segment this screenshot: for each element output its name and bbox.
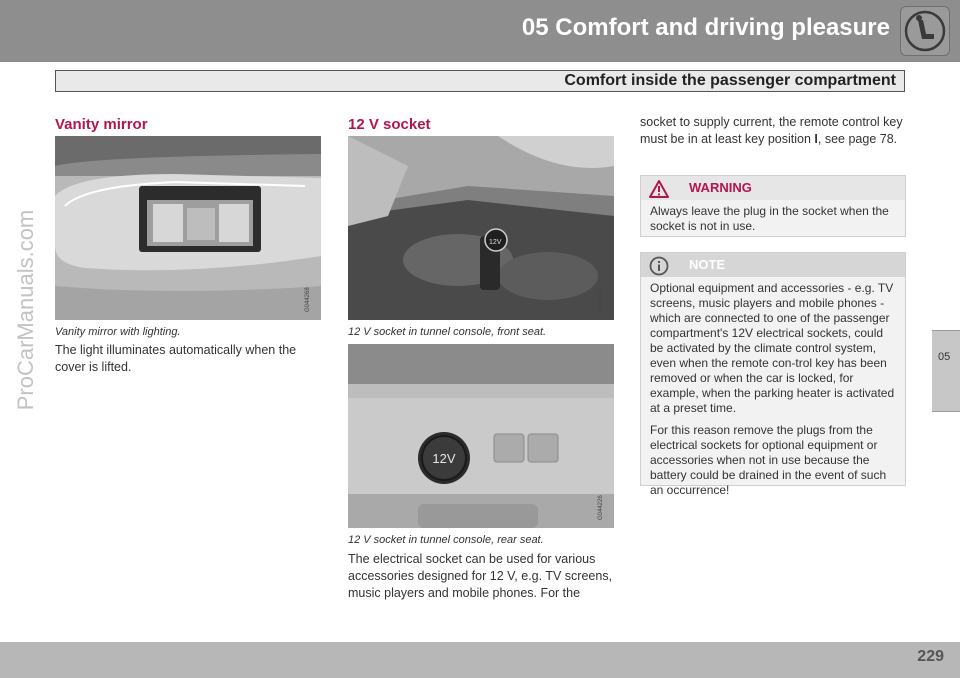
vanity-caption: Vanity mirror with lighting. (55, 326, 181, 338)
vanity-mirror-heading: Vanity mirror (55, 116, 148, 133)
vanity-body: The light illuminates automatically when the cover is lifted. (55, 343, 297, 374)
continuation-text-after: , see page 78. (817, 132, 898, 146)
front-socket-photo (348, 136, 614, 320)
note-paragraph-2: For this reason remove the plugs from the electrical sockets for optional equipment or accessories when not in use because the battery could be drained in the event of such an occurrence! (650, 423, 887, 497)
rear-socket-caption: 12 V socket in tunnel console, rear seat. (348, 534, 544, 546)
vanity-image-code: G044268 (305, 287, 311, 312)
section-header (55, 70, 905, 92)
continuation-text-before: socket to supply current, the remote control key must be in at least key position (640, 115, 903, 146)
warning-triangle-icon (649, 179, 669, 199)
note-text (641, 277, 905, 511)
note-label: NOTE (689, 257, 726, 272)
seat-icon (900, 6, 950, 56)
chapter-tab-label: 05 (938, 351, 951, 363)
rear-socket-image-code: G044226 (598, 495, 604, 520)
warning-box (640, 175, 906, 237)
watermark-text: ProCarManuals.com (13, 209, 38, 411)
chapter-tab (932, 330, 960, 412)
note-paragraph-1: Optional equipment and accessories - e.g. TV screens, music players and mobile phones - which are connected to one of the passenger compartment's 12V electrical sockets, could be activated by the climate control system, even when the remote con-trol key has been removed or when the car is locked, for example, when the parking heater is activated at a preset time. (650, 281, 895, 415)
section-title: Comfort inside the passenger compartment (564, 72, 896, 89)
rear-socket-photo (348, 344, 614, 528)
chapter-title: 05 Comfort and driving pleasure (521, 14, 890, 41)
rear-socket-label: 12V (432, 451, 456, 466)
continuation-text (640, 114, 904, 148)
chapter-header-bar (0, 0, 960, 62)
warning-text: Always leave the plug in the socket when the socket is not in use. (650, 204, 889, 233)
page-number: 229 (917, 648, 944, 665)
warning-header (641, 176, 905, 200)
side-watermark (6, 80, 46, 540)
warning-label: WARNING (689, 180, 752, 195)
note-header (641, 253, 905, 277)
front-socket-image-code: G044711 (598, 287, 604, 312)
front-socket-caption: 12 V socket in tunnel console, front seat. (348, 326, 547, 338)
socket-heading: 12 V socket (348, 116, 431, 133)
key-position: I (814, 132, 818, 146)
socket-body: The electrical socket can be used for various accessories designed for 12 V, e.g. TV screens, music players and mobile phones. For the (348, 552, 613, 600)
page-footer (0, 642, 960, 678)
note-box (640, 252, 906, 497)
info-icon (649, 256, 669, 276)
vanity-mirror-photo (55, 136, 321, 320)
svg-text:12V: 12V (489, 239, 502, 246)
